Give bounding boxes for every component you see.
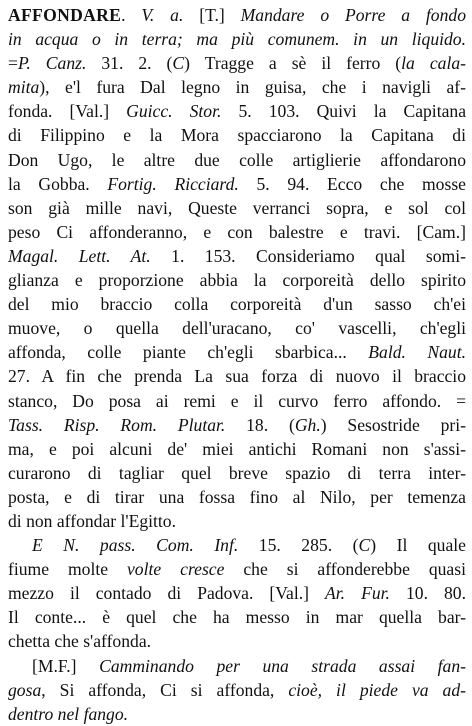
entry-line	[8, 437, 466, 461]
entry-line	[8, 702, 466, 726]
body-text: .	[121, 5, 142, 25]
body-text: affonda, colle piante ch'egli sbarbica...	[8, 342, 369, 363]
body-text: chetta che s'affonda.	[8, 631, 152, 652]
body-text: mezzo il contado di Padova. [Val.]	[8, 583, 326, 604]
entry-line	[8, 413, 466, 437]
entry-line	[8, 123, 466, 147]
body-text: di non affondar l'Egitto.	[8, 510, 176, 531]
italic-text: in acqua o in terra; ma più comunem. in un liquido.	[8, 29, 466, 50]
entry-line	[8, 533, 466, 557]
italic-text: Fortig. Ricciard.	[107, 173, 239, 194]
dictionary-entry-affondare	[8, 3, 466, 726]
body-text: 31. 2. (	[86, 53, 173, 74]
entry-line	[8, 51, 466, 75]
body-text: =	[8, 53, 18, 74]
entry-line	[8, 654, 466, 678]
italic-text: Magal. Lett. At.	[8, 245, 151, 266]
italic-text: volte cresce	[127, 559, 225, 580]
italic-text: C	[172, 53, 185, 74]
italic-text: E N. pass.	[32, 535, 136, 556]
body-text: ) Tragge a sè il ferro (	[184, 53, 402, 74]
italic-text: Guicc. Stor.	[126, 101, 222, 122]
body-text: [M.F.]	[32, 655, 100, 676]
body-text: del mio braccio colla corporeità d'un sasso ch'ei	[8, 294, 466, 315]
italic-text: Mandare o Porre a fondo	[240, 5, 466, 25]
entry-line	[8, 27, 466, 51]
italic-text: Camminando per una strada assai fan-	[99, 655, 466, 676]
body-text: fonda. [Val.]	[8, 101, 127, 122]
body-text: 5. 94. Ecco che mosse	[238, 173, 466, 194]
entry-line	[8, 605, 466, 629]
entry-line	[8, 244, 466, 268]
entry-line	[8, 3, 466, 27]
body-text: 5. 103. Quivi la Capitana	[221, 101, 466, 122]
entry-line	[8, 268, 466, 292]
body-text: 18. (	[225, 414, 295, 435]
body-text	[136, 535, 157, 555]
entry-line	[8, 172, 466, 196]
italic-text: cioè, il piede va ad-	[288, 679, 466, 700]
entry-line	[8, 220, 466, 244]
body-text: posta, e di tirar una fossa fino al Nilo, per temenza	[8, 486, 466, 507]
entry-line	[8, 678, 466, 702]
italic-text: Com. Inf.	[156, 535, 239, 556]
body-text: che si affonderebbe quasi	[224, 559, 466, 580]
body-text: 1. 153. Consideriamo qual somi-	[150, 245, 466, 266]
entry-line	[8, 364, 466, 388]
entry-line	[8, 292, 466, 316]
body-text: peso Ci affonderanno, e con balestre e travi. [Cam.]	[8, 221, 466, 242]
body-text: fiume molte	[8, 559, 127, 580]
body-text: la Gobba.	[8, 173, 108, 194]
body-text: stanco, Do posa ai remi e il curvo ferro affondo. =	[8, 390, 466, 411]
body-text: ) Il quale	[370, 535, 466, 556]
entry-line	[8, 75, 466, 99]
entry-line	[8, 316, 466, 340]
body-text: Il conte... è quel che ha messo in mar quella bar-	[8, 607, 466, 628]
body-text: muove, o quella dell'uracano, co' vascelli, ch'egli	[8, 318, 466, 339]
body-text: ma, e poi alcuni de' miei antichi Romani non s'assi-	[8, 438, 466, 459]
body-text: [T.]	[183, 5, 241, 25]
entry-line	[8, 196, 466, 220]
italic-text: dentro nel fango.	[8, 703, 129, 724]
italic-text: Ar. Fur.	[325, 583, 390, 604]
italic-text: Gh.	[294, 414, 321, 435]
italic-text: V. a.	[141, 5, 184, 25]
body-text: di Filippino e la Mora spacciarono la Capitana di	[8, 125, 466, 146]
body-text: 15. 285. (	[238, 535, 359, 556]
italic-text: P. Canz.	[17, 53, 87, 74]
entry-line	[8, 485, 466, 509]
body-text: glianza e proporzione abbia la corporeità dello spirito	[8, 270, 466, 291]
body-text: , Si affonda, Ci si affonda,	[41, 679, 289, 700]
italic-text: Tass. Risp. Rom. Plutar.	[8, 414, 226, 435]
entry-line	[8, 389, 466, 413]
body-text: Don Ugo, le altre due colle artiglierie affondarono	[8, 149, 466, 170]
italic-text: gosa	[8, 679, 42, 700]
body-text: 10. 80.	[389, 583, 466, 604]
body-text: curarono di tagliar quel breve spazio di terra inter-	[8, 462, 466, 483]
body-text: ), e'l fura Dal legno in guisa, che i navigli af-	[39, 77, 466, 98]
italic-text: C	[358, 535, 371, 556]
body-text: 27. A fin che prenda La sua forza di nuovo il braccio	[8, 366, 466, 387]
italic-text: Bald. Naut.	[368, 342, 466, 363]
entry-line	[8, 148, 466, 172]
body-text: ) Sesostride pri-	[320, 414, 466, 435]
entry-line	[8, 340, 466, 364]
headword: AFFONDARE	[8, 5, 122, 25]
entry-line	[8, 509, 466, 533]
entry-line	[8, 99, 466, 123]
entry-line	[8, 557, 466, 581]
entry-line	[8, 461, 466, 485]
body-text: son già mille navi, Queste verranci sopra, e sol col	[8, 197, 466, 218]
entry-line	[8, 581, 466, 605]
entry-line	[8, 629, 466, 653]
italic-text: la cala-	[401, 53, 466, 74]
italic-text: mita	[8, 77, 40, 98]
